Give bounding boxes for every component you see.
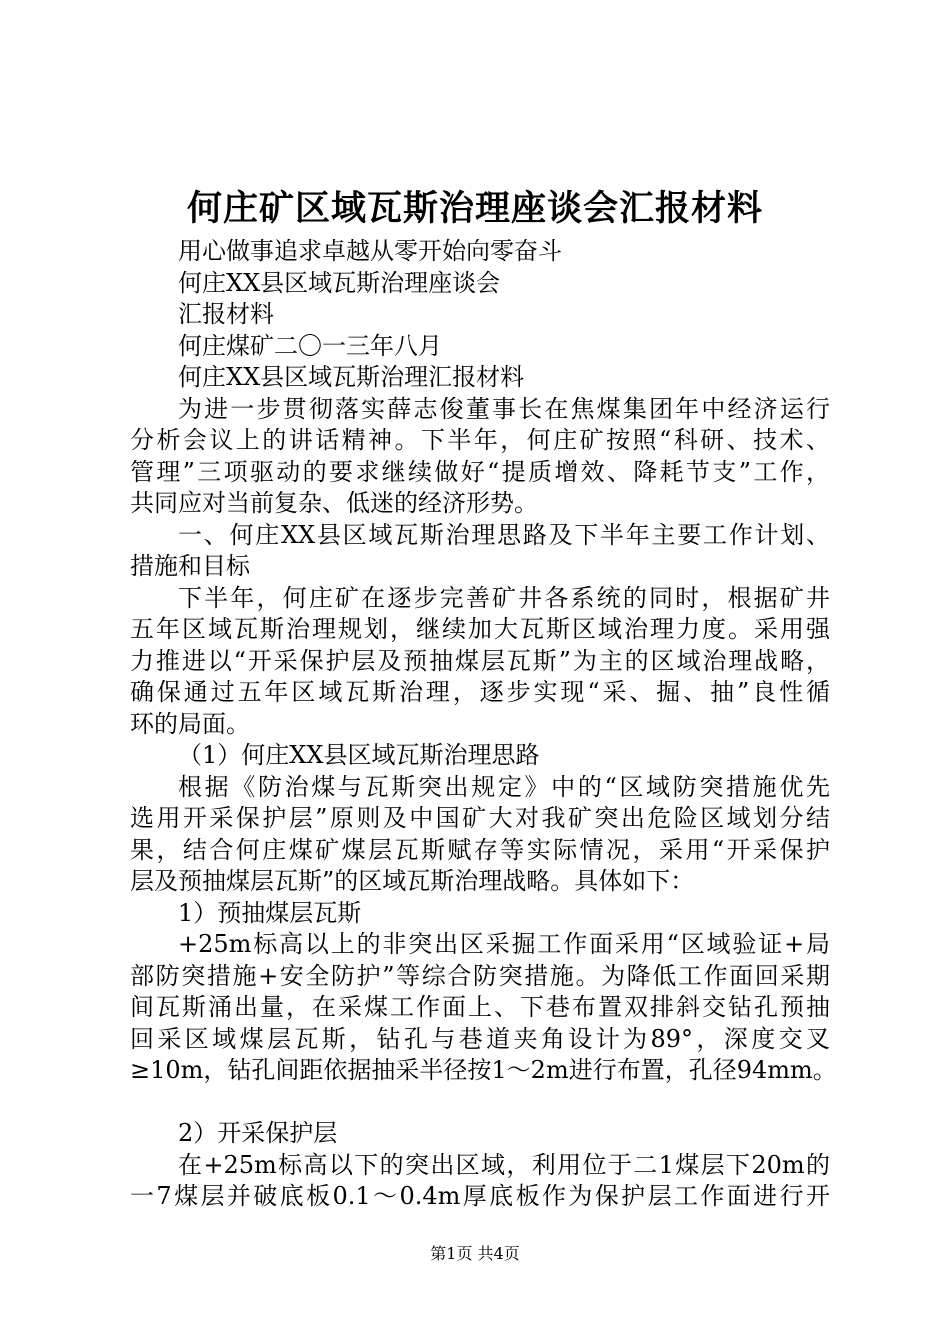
paragraph-line: 在+25m标高以下的突出区域，利用位于二1煤层下20m的 bbox=[178, 1150, 830, 1179]
paragraph-line: 力推进以“开采保护层及预抽煤层瓦斯”为主的区域治理战略， bbox=[130, 646, 830, 675]
issuer-date-line: 何庄煤矿二〇一三年八月 bbox=[178, 331, 442, 360]
item-heading-line: 1）预抽煤层瓦斯 bbox=[178, 898, 362, 927]
document-title: 何庄矿区域瓦斯治理座谈会汇报材料 bbox=[186, 188, 763, 229]
blank-line bbox=[130, 1087, 830, 1119]
paragraph-line: +25m标高以上的非突出区采掘工作面采用“区域验证+局 bbox=[178, 930, 830, 958]
paragraph-line: 分析会议上的讲话精神。下半年，何庄矿按照“科研、技术、 bbox=[130, 426, 830, 454]
paragraph-line: 选用开采保护层”原则及中国矿大对我矿突出危险区域划分结 bbox=[130, 804, 830, 832]
paragraph-line: 为进一步贯彻落实薛志俊董事长在焦煤集团年中经济运行 bbox=[178, 394, 830, 423]
report-label-line: 汇报材料 bbox=[178, 300, 274, 328]
paragraph-line: ≥10m，钻孔间距依据抽采半径按1～2m进行布置，孔径94mm。 bbox=[130, 1056, 837, 1084]
paragraph-line: 间瓦斯涌出量，在采煤工作面上、下巷布置双排斜交钻孔预抽 bbox=[130, 993, 830, 1021]
paragraph-line: 一7煤层并破底板0.1～0.4m厚底板作为保护层工作面进行开 bbox=[130, 1182, 830, 1210]
paragraph-line: 回采区域煤层瓦斯，钻孔与巷道夹角设计为89°，深度交叉 bbox=[130, 1024, 830, 1053]
report-subtitle-line: 何庄XX县区域瓦斯治理汇报材料 bbox=[178, 363, 525, 391]
subsection-heading-line: （1）何庄XX县区域瓦斯治理思路 bbox=[178, 741, 540, 769]
page-footer: 第1页 共4页 bbox=[430, 1244, 520, 1263]
section-heading-line: 一、何庄XX县区域瓦斯治理思路及下半年主要工作计划、 bbox=[178, 520, 830, 549]
meeting-name-line: 何庄XX县区域瓦斯治理座谈会 bbox=[178, 268, 501, 297]
paragraph-line: 层及预抽煤层瓦斯”的区域瓦斯治理战略。具体如下： bbox=[130, 867, 695, 895]
paragraph-line: 果，结合何庄煤矿煤层瓦斯赋存等实际情况，采用“开采保护 bbox=[130, 835, 830, 864]
paragraph-line: 共同应对当前复杂、低迷的经济形势。 bbox=[130, 489, 538, 517]
motto-line: 用心做事追求卓越从零开始向零奋斗 bbox=[178, 237, 562, 265]
paragraph-line: 确保通过五年区域瓦斯治理，逐步实现“采、掘、抽”良性循 bbox=[130, 678, 830, 706]
paragraph-line: 下半年，何庄矿在逐步完善矿井各系统的同时，根据矿井 bbox=[178, 583, 830, 612]
paragraph-line: 环的局面。 bbox=[130, 709, 250, 738]
paragraph-line: 部防突措施+安全防护”等综合防突措施。为降低工作面回采期 bbox=[130, 961, 830, 990]
item-heading-line: 2）开采保护层 bbox=[178, 1119, 338, 1147]
paragraph-line: 根据《防治煤与瓦斯突出规定》中的“区域防突措施优先 bbox=[178, 772, 830, 801]
document-body bbox=[130, 236, 837, 1213]
paragraph-line: 管理”三项驱动的要求继续做好“提质增效、降耗节支”工作， bbox=[130, 457, 830, 486]
paragraph-line: 五年区域瓦斯治理规划，继续加大瓦斯区域治理力度。采用强 bbox=[130, 615, 830, 643]
section-heading-line: 措施和目标 bbox=[130, 552, 250, 580]
